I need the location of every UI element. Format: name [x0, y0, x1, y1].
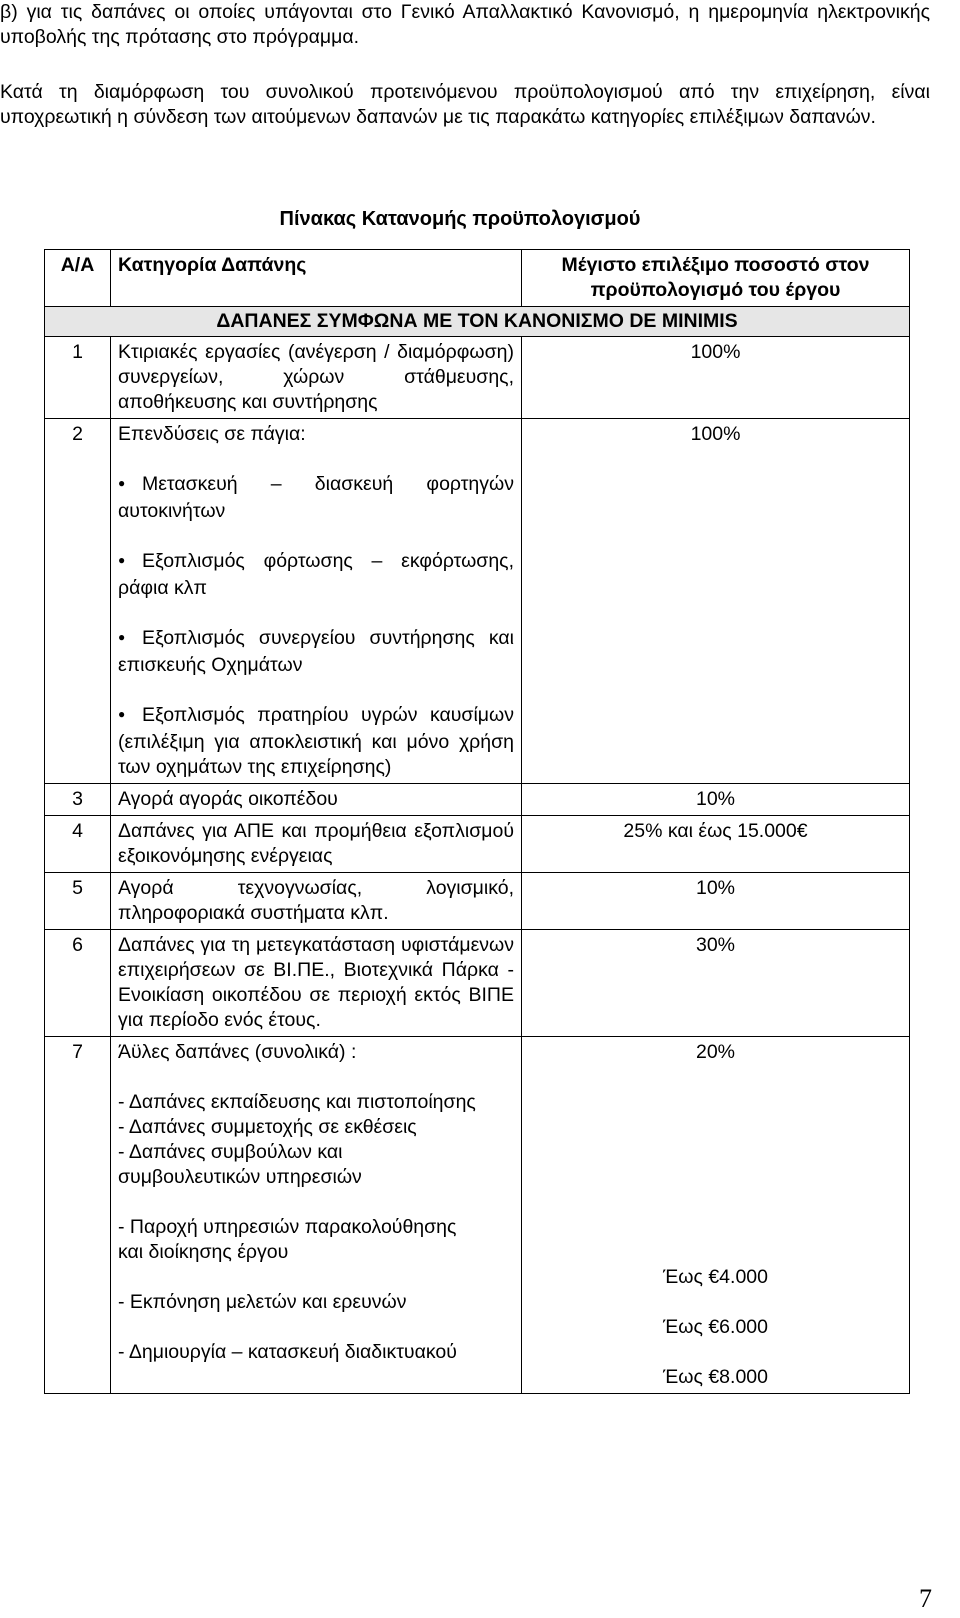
row-category: Δαπάνες για τη μετεγκατάσταση υφιστάμενων επιχειρήσεων σε ΒΙ.ΠΕ., Βιοτεχνικά Πάρκα - Ενοικίαση οικοπέδου σε περιοχή εκτός ΒΙΠΕ για περίοδο ενός έτους.: [111, 930, 522, 1037]
sub-item: - Δαπάνες εκπαίδευσης και πιστοποίησης: [118, 1091, 476, 1113]
sub-item: - Δαπάνες συμβούλων και: [118, 1141, 343, 1163]
section-de-minimis: ΔΑΠΑΝΕΣ ΣΥΜΦΩΝΑ ΜΕ ΤΟΝ ΚΑΝΟΝΙΣΜΟ DE MINIMIS: [45, 307, 910, 337]
header-max-percentage: Μέγιστο επιλέξιμο ποσοστό στον προϋπολογισμό του έργου: [522, 250, 910, 307]
table-row: [45, 1037, 910, 1394]
bullet-text: Μετασκευή – διασκευή φορτηγών αυτοκινήτων: [118, 473, 514, 522]
table-header-row: [45, 250, 910, 307]
row-max: 10%: [522, 784, 910, 816]
row-num: 3: [45, 784, 111, 816]
sub-item: και διοίκησης έργου: [118, 1241, 289, 1263]
row-category: Αγορά τεχνογνωσίας, λογισμικό, πληροφοριακά συστήματα κλπ.: [111, 873, 522, 930]
row-category: Επενδύσεις σε πάγια:: [118, 423, 306, 445]
row-max: 100%: [522, 419, 910, 784]
row-category: Δαπάνες για ΑΠΕ και προμήθεια εξοπλισμού εξοικονόμησης ενέργειας: [111, 816, 522, 873]
intangible-sublist-2: [118, 1215, 514, 1265]
intangible-sublist-1: [118, 1090, 514, 1190]
bullet-item: [118, 472, 514, 524]
row-num: 6: [45, 930, 111, 1037]
row-max: 30%: [522, 930, 910, 1037]
sub-item: - Παροχή υπηρεσιών παρακολούθησης: [118, 1216, 457, 1238]
bullet-item: [118, 626, 514, 678]
budget-allocation-table: [44, 249, 910, 1394]
bullet-item: [118, 549, 514, 601]
row-max: 100%: [522, 337, 910, 419]
table-row: [45, 930, 910, 1037]
table-row: [45, 873, 910, 930]
table-row: [45, 419, 910, 784]
header-category: Κατηγορία Δαπάνης: [111, 250, 522, 307]
header-num: Α/Α: [45, 250, 111, 307]
bullet-text: Εξοπλισμός πρατηρίου υγρών καυσίμων (επιλέξιμη για αποκλειστική και μόνο χρήση των οχημάτων της επιχείρησης): [118, 704, 514, 778]
bullet-item: [118, 703, 514, 780]
bullet-icon: [118, 549, 142, 576]
row-category: Κτιριακές εργασίες (ανέγερση / διαμόρφωση) συνεργείων, χώρων στάθμευσης, αποθήκευσης και συντήρησης: [111, 337, 522, 419]
bullet-text: Εξοπλισμός συνεργείου συντήρησης και επισκευής Οχημάτων: [118, 627, 514, 676]
row-num: 5: [45, 873, 111, 930]
intangible-sublist-4: [118, 1340, 514, 1365]
row-max: 20%: [695, 1041, 736, 1063]
table-row: [45, 784, 910, 816]
page-number: 7: [919, 1584, 932, 1613]
sub-item: - Δημιουργία – κατασκευή διαδικτυακού: [118, 1341, 457, 1363]
row-category-intangible: [111, 1037, 522, 1394]
bullet-text: Εξοπλισμός φόρτωσης – εκφόρτωσης, ράφια κλπ: [118, 550, 514, 599]
row-num: 2: [45, 419, 111, 784]
section-row: [45, 307, 910, 337]
row-num: 4: [45, 816, 111, 873]
row-max-intangible: [522, 1037, 910, 1394]
intro-paragraph-2: Κατά τη διαμόρφωση του συνολικού προτεινόμενου προϋπολογισμού από την επιχείρηση, είναι υποχρεωτική η σύνδεση των αιτούμενων δαπανών με τις παρακάτω κατηγορίες επιλέξιμων δαπανών.: [0, 81, 930, 128]
sub-item: συμβουλευτικών υπηρεσιών: [118, 1166, 362, 1188]
table-title: Πίνακας Κατανομής προϋπολογισμού: [279, 208, 641, 230]
row-category: Άϋλες δαπάνες (συνολικά) :: [118, 1041, 357, 1063]
table-row: [45, 816, 910, 873]
sub-max: Έως €6.000: [663, 1316, 768, 1338]
sub-max: Έως €4.000: [663, 1266, 768, 1288]
row-max: 25% και έως 15.000€: [522, 816, 910, 873]
intangible-sublist-3: [118, 1290, 514, 1315]
sub-item: - Εκπόνηση μελετών και ερευνών: [118, 1291, 407, 1313]
sub-max: Έως €8.000: [663, 1366, 768, 1388]
row-category: Αγορά αγοράς οικοπέδου: [111, 784, 522, 816]
bullet-icon: [118, 626, 142, 653]
table-row: [45, 337, 910, 419]
intro-paragraph-1: β) για τις δαπάνες οι οποίες υπάγονται στο Γενικό Απαλλακτικό Κανονισμό, η ημερομηνία ηλεκτρονικής υποβολής της πρότασης στο πρόγραμμα.: [0, 1, 930, 48]
sub-item: - Δαπάνες συμμετοχής σε εκθέσεις: [118, 1116, 417, 1138]
row-num: 1: [45, 337, 111, 419]
row-max: 10%: [522, 873, 910, 930]
bullet-icon: [118, 472, 142, 499]
row-num: 7: [45, 1037, 111, 1394]
row-category-investments: [111, 419, 522, 784]
bullet-icon: [118, 703, 142, 730]
spacer: [529, 1065, 902, 1265]
